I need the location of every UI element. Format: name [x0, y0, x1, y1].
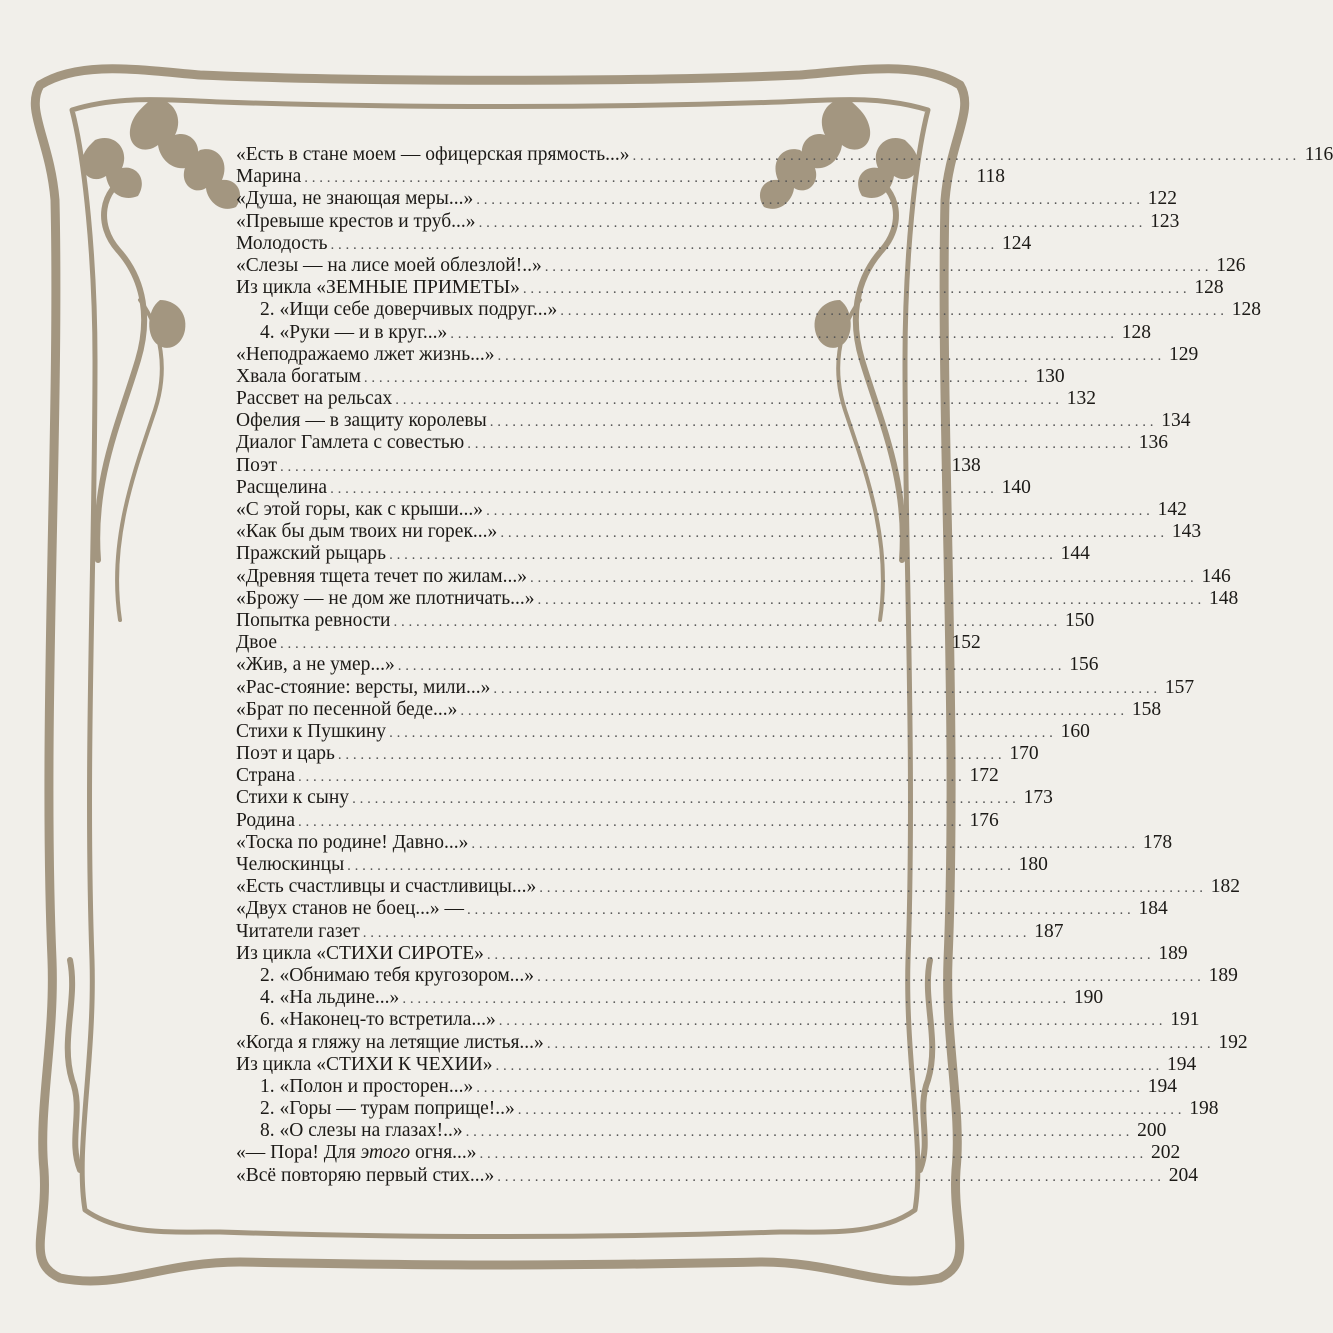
- toc-entry: [236, 543, 1090, 565]
- toc-entry: [236, 831, 1173, 854]
- toc-entry-title: 4. «На льдине...»: [260, 987, 400, 1009]
- toc-entry: [236, 232, 1032, 255]
- toc-entry: [236, 964, 1238, 987]
- toc-entry: [236, 1164, 1198, 1187]
- toc-entry-title: «Всё повторяю первый стих...»: [236, 1164, 495, 1186]
- toc-entry: [236, 454, 981, 477]
- toc-entry-title: Стихи к Пушкину: [236, 720, 387, 742]
- toc-entry-page: 128: [1121, 321, 1152, 343]
- toc-entry: [236, 1075, 1177, 1098]
- toc-entry: [236, 432, 1168, 454]
- dot-leader: [497, 522, 1167, 544]
- toc-entry: [236, 476, 1031, 499]
- dot-leader: [386, 544, 1056, 566]
- toc-entry-page: 198: [1189, 1098, 1219, 1120]
- dot-leader: [391, 611, 1061, 633]
- dot-leader: [447, 323, 1117, 345]
- dot-leader: [360, 922, 1030, 944]
- toc-entry-title: Челюскинцы: [236, 854, 345, 875]
- toc-entry-title: Стихи к сыну: [236, 787, 350, 809]
- toc-entry-page: 194: [1147, 1075, 1177, 1097]
- dot-leader: [328, 234, 998, 256]
- toc-entry-page: 126: [1216, 254, 1246, 276]
- toc-entry-title: 4. «Руки — и в круг...»: [260, 321, 448, 343]
- dot-leader: [544, 1033, 1214, 1055]
- toc-entry: [236, 743, 1039, 765]
- toc-entry-page: 184: [1138, 898, 1168, 920]
- toc-entry-title: Хвала богатым: [236, 365, 361, 387]
- toc-entry-title: Рассвет на рельсах: [236, 388, 393, 410]
- dot-leader: [476, 212, 1146, 234]
- toc-entry-page: 136: [1138, 432, 1168, 454]
- dot-leader: [464, 899, 1134, 921]
- toc-entry: [236, 299, 1261, 321]
- dot-leader: [399, 988, 1069, 1010]
- toc-entry: [236, 166, 1006, 188]
- toc-entry-page: 116: [1304, 144, 1333, 165]
- dot-leader: [295, 766, 965, 788]
- toc-entry-title: 8. «О слезы на глазах!..»: [260, 1120, 463, 1142]
- toc-entry-title: «Неподражаемо лжет жизнь...»: [236, 343, 495, 365]
- table-of-contents: [236, 144, 1333, 1187]
- toc-entry-title: 1. «Полон и просторен...»: [260, 1075, 474, 1097]
- toc-entry: [236, 144, 1333, 166]
- toc-entry-title: Из цикла «СТИХИ К ЧЕХИИ»: [236, 1053, 493, 1075]
- toc-entry-page: 191: [1170, 1009, 1200, 1031]
- toc-entry-title: 2. «Ищи себе доверчивых подруг...»: [260, 299, 558, 321]
- toc-entry: [236, 410, 1191, 432]
- toc-entry: [236, 942, 1188, 965]
- toc-entry: [236, 210, 1180, 233]
- toc-entry: [236, 720, 1090, 743]
- toc-entry-title-italic: этого: [360, 1142, 411, 1164]
- dot-leader: [335, 744, 1005, 766]
- toc-entry-page: 172: [969, 765, 999, 787]
- toc-entry-title: Поэт и царь: [236, 743, 335, 765]
- toc-entry-title: Читатели газет: [236, 920, 360, 942]
- toc-entry: [236, 277, 1224, 299]
- toc-entry-title: Из цикла «СТИХИ СИРОТЕ»: [236, 942, 484, 964]
- toc-entry-page: 134: [1161, 410, 1191, 432]
- toc-entry-page: 122: [1147, 188, 1178, 210]
- toc-entry-title: «Древняя тщета течет по жилам...»: [236, 565, 528, 587]
- toc-entry: [236, 343, 1199, 366]
- dot-leader: [542, 256, 1212, 278]
- toc-entry: [236, 654, 1099, 676]
- toc-entry: [236, 1009, 1200, 1031]
- toc-entry: [236, 321, 1152, 344]
- dot-leader: [520, 278, 1190, 300]
- toc-entry: [236, 765, 999, 787]
- toc-entry-title: Молодость: [236, 232, 328, 254]
- dot-leader: [468, 833, 1138, 855]
- toc-entry-page: 152: [951, 632, 981, 654]
- dot-leader: [473, 189, 1143, 211]
- toc-entry: [236, 787, 1053, 809]
- toc-entry-page: 128: [1194, 277, 1224, 299]
- dot-leader: [392, 389, 1062, 411]
- toc-entry: [236, 1053, 1197, 1076]
- toc-entry-title: «Рас-стояние: версты, мили...»: [236, 676, 491, 698]
- toc-entry: [236, 920, 1064, 943]
- toc-entry: [236, 898, 1168, 920]
- toc-entry-title: «Есть счастливцы и счастливицы...»: [236, 876, 537, 898]
- toc-entry-page: 146: [1201, 565, 1231, 587]
- toc-entry-page: 157: [1164, 676, 1195, 698]
- toc-entry-page: 178: [1142, 831, 1173, 853]
- dot-leader: [487, 411, 1157, 433]
- dot-leader: [327, 478, 997, 500]
- toc-entry-page: 189: [1208, 964, 1238, 986]
- dot-leader: [386, 722, 1056, 744]
- toc-entry: [236, 987, 1104, 1009]
- dot-leader: [277, 633, 947, 655]
- toc-entry: [236, 188, 1178, 210]
- toc-entry: [236, 632, 981, 654]
- toc-entry: [236, 565, 1231, 588]
- dot-leader: [277, 456, 947, 478]
- dot-leader: [484, 944, 1154, 966]
- toc-entry: [236, 809, 999, 832]
- toc-entry-page: 202: [1151, 1142, 1181, 1164]
- dot-leader: [534, 589, 1204, 611]
- toc-entry-page: 129: [1169, 343, 1199, 365]
- toc-entry: [236, 698, 1162, 721]
- toc-entry-page: 192: [1218, 1031, 1248, 1053]
- dot-leader: [490, 678, 1160, 700]
- toc-entry-page: 189: [1158, 942, 1188, 964]
- toc-entry-page: 124: [1002, 232, 1032, 254]
- toc-entry-page: 182: [1210, 876, 1241, 898]
- toc-entry: [236, 388, 1096, 410]
- toc-entry-page: 123: [1150, 210, 1180, 232]
- toc-entry: [236, 1098, 1219, 1120]
- toc-entry-page: 156: [1069, 654, 1099, 676]
- toc-entry-title: Родина: [236, 809, 295, 831]
- dot-leader: [361, 367, 1031, 389]
- toc-entry-title: «Превыше крестов и труб...»: [236, 210, 476, 232]
- toc-entry-page: 173: [1023, 787, 1053, 809]
- dot-leader: [344, 855, 1014, 877]
- left-vine: [97, 175, 144, 560]
- toc-entry: [236, 854, 1048, 876]
- dot-leader: [483, 500, 1153, 522]
- dot-leader: [629, 145, 1299, 167]
- toc-entry: [236, 254, 1246, 277]
- toc-entry-title: «Жив, а не умер...»: [236, 654, 395, 676]
- toc-entry-title: Из цикла «ЗЕМНЫЕ ПРИМЕТЫ»: [236, 277, 520, 299]
- toc-entry: [236, 521, 1202, 543]
- toc-entry-title: «Как бы дым твоих ни горек...»: [236, 521, 498, 543]
- toc-entry-title: «Есть в стане моем — офицерская прямость...»: [236, 144, 630, 165]
- dot-leader: [301, 167, 971, 189]
- toc-entry-title: «Душа, не знающая меры...»: [236, 188, 474, 210]
- toc-entry-title: [236, 1142, 477, 1164]
- toc-entry: [236, 1120, 1167, 1142]
- toc-entry: [236, 365, 1065, 388]
- toc-entry-page: 140: [1001, 476, 1031, 498]
- toc-entry-title: Поэт: [236, 454, 277, 476]
- toc-entry-title: «С этой горы, как с крыши...»: [236, 499, 484, 520]
- toc-entry-title: Двое: [236, 632, 278, 654]
- dot-leader: [527, 567, 1197, 589]
- toc-entry-page: 128: [1231, 299, 1261, 321]
- toc-entry-page: 194: [1167, 1053, 1197, 1075]
- toc-entry-page: 144: [1060, 543, 1090, 565]
- dot-leader: [477, 1143, 1147, 1165]
- toc-entry-title: «Тоска по родине! Давно...»: [236, 831, 469, 853]
- toc-entry-title: 6. «Наконец-то встретила...»: [260, 1009, 496, 1031]
- toc-entry-title: Расщелина: [236, 476, 328, 498]
- dot-leader: [493, 1055, 1163, 1077]
- toc-entry-page: 204: [1168, 1164, 1198, 1186]
- toc-entry-page: 138: [951, 454, 981, 476]
- toc-entry-title: «Брожу — не дом же плотничать...»: [236, 587, 535, 609]
- dot-leader: [515, 1099, 1185, 1121]
- toc-entry-page: 170: [1009, 743, 1039, 765]
- dot-leader: [557, 300, 1227, 322]
- toc-entry-title-part: «— Пора! Для: [236, 1142, 361, 1164]
- dot-leader: [395, 655, 1065, 677]
- toc-entry-page: 158: [1131, 698, 1162, 720]
- toc-entry-title: 2. «Горы — турам поприще!..»: [260, 1098, 515, 1120]
- toc-entry-page: 200: [1137, 1120, 1167, 1142]
- toc-entry-page: 190: [1073, 987, 1104, 1009]
- toc-entry: [236, 676, 1195, 699]
- toc-entry-title: Офелия — в защиту королевы: [236, 410, 487, 432]
- toc-entry-page: 176: [969, 809, 999, 831]
- toc-entry-page: 143: [1171, 521, 1202, 543]
- toc-entry-page: 142: [1157, 499, 1187, 520]
- dot-leader: [349, 788, 1019, 810]
- toc-entry-title: 2. «Обнимаю тебя кругозором...»: [260, 964, 535, 986]
- dot-leader: [534, 966, 1204, 988]
- toc-entry: [236, 499, 1187, 521]
- toc-entry-page: 148: [1208, 587, 1239, 609]
- toc-entry-title: «Слезы — на лисе моей облезлой!..»: [236, 254, 542, 276]
- toc-entry-page: 160: [1060, 720, 1090, 742]
- toc-entry-title: Попытка ревности: [236, 609, 391, 631]
- toc-entry: [236, 609, 1095, 632]
- toc-entry: [236, 876, 1241, 898]
- dot-leader: [464, 433, 1134, 455]
- toc-entry-title: Диалог Гамлета с совестью: [236, 432, 465, 454]
- toc-entry-page: 187: [1034, 920, 1064, 942]
- toc-entry-title-part: огня...»: [410, 1142, 477, 1164]
- toc-entry-title: Пражский рыцарь: [236, 543, 387, 565]
- dot-leader: [295, 811, 965, 833]
- toc-entry: [236, 587, 1239, 610]
- dot-leader: [457, 700, 1127, 722]
- toc-entry-title: Марина: [236, 166, 302, 188]
- toc-entry: [236, 1142, 1181, 1164]
- toc-entry-title: «Брат по песенной беде...»: [236, 698, 458, 720]
- toc-entry-page: 132: [1066, 388, 1096, 410]
- toc-entry-page: 150: [1065, 609, 1095, 631]
- toc-entry-page: 180: [1018, 854, 1048, 875]
- dot-leader: [495, 345, 1165, 367]
- toc-entry-title: «Когда я гляжу на летящие листья...»: [236, 1031, 544, 1053]
- dot-leader: [494, 1166, 1164, 1188]
- dot-leader: [463, 1121, 1133, 1143]
- toc-entry-title: Страна: [236, 765, 296, 787]
- dot-leader: [536, 877, 1206, 899]
- toc-entry-page: 118: [976, 166, 1006, 188]
- dot-leader: [496, 1010, 1166, 1032]
- toc-entry: [236, 1031, 1248, 1054]
- toc-entry-title: «Двух станов не боец...» —: [236, 898, 465, 920]
- toc-entry-page: 130: [1035, 365, 1065, 387]
- dot-leader: [473, 1077, 1143, 1099]
